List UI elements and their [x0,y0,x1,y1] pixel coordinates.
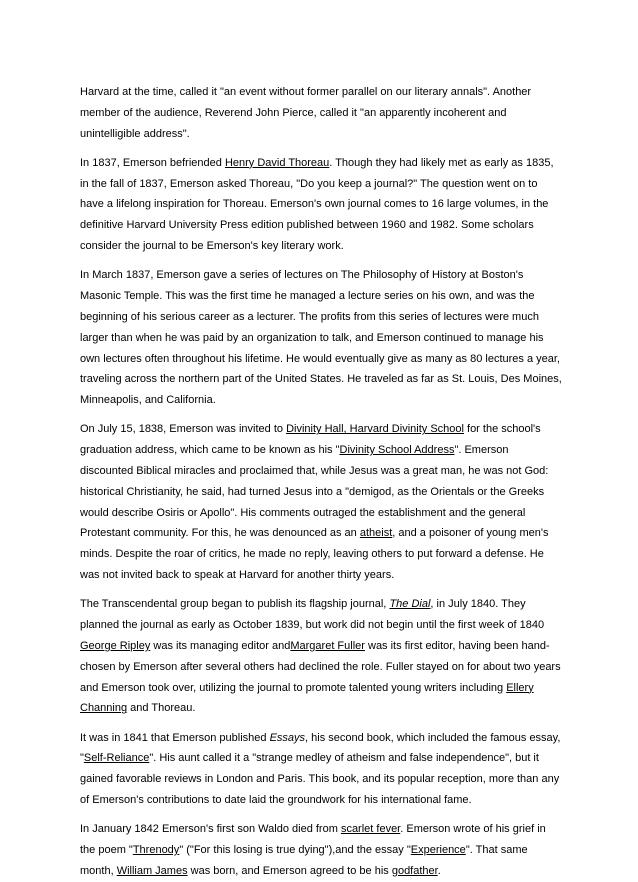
paragraph-harvard-reaction [80,82,564,144]
text: . [437,864,441,877]
essays-book-title: Essays [269,731,306,744]
text: was its managing editor and [150,639,291,652]
paragraph-lectures [80,265,564,411]
link-william-james[interactable]: William James [116,864,188,877]
text: , in July 1840. They planned the journal as early as October 1839, but work did not begin until the first week of 1840 [80,598,545,632]
paragraph-essays [80,728,564,811]
text: was its first editor, having been hand-chosen by Emerson after several others had declined the role. Fuller stayed on for about two years and Emerson took over, utilizing the journal to promote talented young writers including [80,639,561,694]
text: for the school's graduation address, which came to be known as his " [80,423,541,457]
link-self-reliance[interactable]: Self-Reliance [83,752,150,765]
link-margaret-fuller[interactable]: Margaret Fuller [290,639,365,652]
text: was born, and Emerson agreed to be his [187,864,392,877]
text: ". His aunt called it a "strange medley of atheism and false independence", but it gained favorable reviews in London and Paris. This book, and its popular reception, more than any of Emerson's contributions to date laid the groundwork for his international fame. [80,752,560,806]
text: On July 15, 1838, Emerson was invited to [80,423,287,436]
text: and Thoreau. [127,702,196,715]
link-george-ripley[interactable]: George Ripley [80,639,151,652]
text: In March 1837, Emerson gave a series of lectures on The Philosophy of History at Boston's Masonic Temple. This was the first time he managed a lecture series on his own, and was the beginning of his serious career as a lecturer. The profits from this series of lectures were much larger than when he was paid by an organization to talk, and Emerson continued to manage his own lectures often throughout his lifetime. He would eventually give as many as 80 lectures a year, traveling across the northern part of the United States. He traveled as far as St. Louis, Des Moines, Minneapolis, and California. [80,269,562,407]
link-ellery-channing[interactable]: Ellery Channing [80,681,534,715]
text: It was in 1841 that Emerson published [80,731,270,744]
text: " ("For this losing is true dying"),and the essay " [179,844,411,857]
text: The Transcendental group began to publish its flagship journal, [80,598,390,611]
paragraph-the-dial [80,594,564,719]
link-the-dial[interactable] [389,598,430,610]
link-scarlet-fever[interactable]: scarlet fever [340,823,401,836]
paragraph-thoreau [80,153,564,257]
text: Harvard at the time, called it "an event without former parallel on our literary annals". Another member of the audience, Reverend John Pierce, called it "an apparently incoherent and unintelligible address". [80,86,532,140]
text: ". That same month, [80,844,528,877]
link-threnody[interactable]: Threnody [132,844,180,857]
text: , and a poisoner of young men's minds. Despite the roar of critics, he made no reply, leaving others to put forward a defense. He was not invited back to speak at Harvard for another thirty years. [80,527,549,582]
text: ". Emerson discounted Biblical miracles and proclaimed that, while Jesus was a great man, he was not God: historical Christianity, he said, had turned Jesus into a "demigod, as the Orientals or the Greeks would describe Osiris or Apollo". His comments outraged the establishment and the general Protestant community. For this, he was denounced as an [80,444,549,540]
link-atheist[interactable]: atheist [359,527,393,540]
link-divinity-hall[interactable]: Divinity Hall, Harvard Divinity School [286,423,464,436]
link-henry-david-thoreau[interactable]: Henry David Thoreau [224,156,330,169]
paragraph-waldo [80,819,564,881]
link-divinity-school-address[interactable]: Divinity School Address [339,444,455,457]
text: . Though they had likely met as early as 1835, in the fall of 1837, Emerson asked Thoreau, "Do you keep a journal?" The question went on to have a lifelong inspiration for Thoreau. Emerson's own journal comes to 16 large volumes, in the definitive Harvard University Press edition published between 1960 and 1982. Some scholars consider the journal to be Emerson's key literary work. [80,156,554,253]
text: . Emerson wrote of his grief in the poem " [80,823,546,857]
text: In January 1842 Emerson's first son Waldo died from [80,823,341,836]
the-dial-title: The Dial [389,598,431,611]
document-page [80,82,564,882]
link-godfather[interactable]: godfather [391,864,438,877]
text: , his second book, which included the famous essay, " [80,731,561,765]
text: In 1837, Emerson befriended [80,156,225,169]
paragraph-divinity-school [80,419,564,585]
link-experience[interactable]: Experience [410,844,466,857]
